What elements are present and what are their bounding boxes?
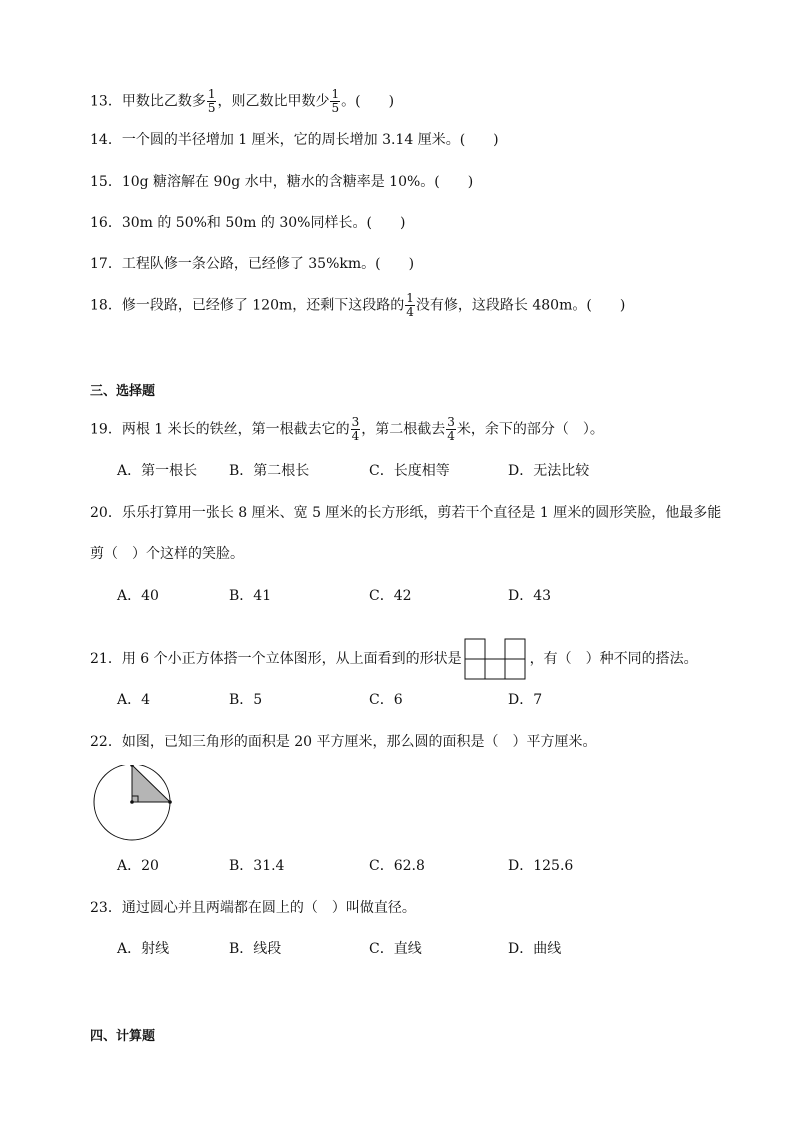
question-23: 23．通过圆心并且两端都在圆上的（ ）叫做直径。	[90, 900, 416, 916]
q13-text-post: 。( )	[341, 93, 395, 110]
q13-text-pre: 13．甲数比乙数多	[90, 93, 206, 110]
option-d[interactable]: D．43	[508, 588, 552, 604]
fraction: $\frac{1}{5}$	[207, 87, 216, 115]
option-a[interactable]: A．第一根长	[117, 463, 198, 479]
question-15: 15．10g 糖溶解在 90g 水中，糖水的含糖率是 10%。( )	[90, 174, 474, 190]
question-21	[90, 638, 698, 680]
q18-text-post: 没有修，这段路长 480m。( )	[415, 297, 626, 314]
fraction: $\frac{3}{4}$	[351, 415, 360, 443]
top-view-grid-figure	[464, 638, 528, 680]
circle-triangle-figure	[92, 765, 174, 845]
option-c[interactable]: C．6	[369, 692, 403, 708]
q13-text-mid: ，则乙数比甲数少	[217, 93, 330, 110]
option-d[interactable]: D．7	[508, 692, 543, 708]
question-14: 14．一个圆的半径增加 1 厘米，它的周长增加 3.14 厘米。( )	[90, 132, 499, 148]
option-b[interactable]: B．线段	[229, 941, 282, 957]
q18-text-pre: 18．修一段路，已经修了 120m，还剩下这段路的	[90, 297, 405, 314]
option-a[interactable]: A．20	[117, 858, 159, 874]
option-a[interactable]: A．4	[117, 692, 151, 708]
question-18	[90, 292, 625, 319]
option-b[interactable]: B．31.4	[229, 858, 285, 874]
option-c[interactable]: C．62.8	[369, 858, 425, 874]
q19-text-post: 米，余下的部分（ ）。	[456, 421, 604, 438]
option-b[interactable]: B．第二根长	[229, 463, 310, 479]
option-d[interactable]: D．125.6	[508, 858, 574, 874]
question-22: 22．如图，已知三角形的面积是 20 平方厘米，那么圆的面积是（ ）平方厘米。	[90, 734, 597, 750]
q21-text-pre: 21．用 6 个小正方体搭一个立体图形，从上面看到的形状是	[90, 651, 462, 667]
option-a[interactable]: A．射线	[117, 941, 170, 957]
question-13	[90, 88, 394, 115]
fraction: $\frac{1}{5}$	[331, 87, 340, 115]
question-20-line2: 剪（ ）个这样的笑脸。	[90, 546, 244, 562]
q19-text-mid: ，第二根截去	[361, 421, 446, 438]
fraction: $\frac{3}{4}$	[447, 415, 455, 443]
question-16: 16．30m 的 50%和 50m 的 30%同样长。( )	[90, 215, 406, 231]
option-b[interactable]: B．41	[229, 588, 272, 604]
option-c[interactable]: C．长度相等	[369, 463, 450, 479]
q21-text-post: ，有（ ）种不同的搭法。	[529, 651, 698, 667]
section-heading-3: 三、选择题	[90, 384, 156, 399]
fraction: $\frac{1}{4}$	[406, 291, 414, 319]
question-19	[90, 416, 604, 443]
section-heading-4: 四、计算题	[90, 1029, 156, 1044]
option-a[interactable]: A．40	[117, 588, 159, 604]
q19-text-pre: 19．两根 1 米长的铁丝，第一根截去它的	[90, 421, 350, 438]
option-c[interactable]: C．直线	[369, 941, 422, 957]
question-17: 17．工程队修一条公路，已经修了 35%km。( )	[90, 256, 415, 272]
question-20-line1: 20．乐乐打算用一张长 8 厘米、宽 5 厘米的长方形纸，剪若干个直径是 1 厘米的圆形笑脸，他最多能	[90, 505, 722, 521]
option-b[interactable]: B．5	[229, 692, 263, 708]
option-d[interactable]: D．曲线	[508, 941, 562, 957]
option-d[interactable]: D．无法比较	[508, 463, 590, 479]
option-c[interactable]: C．42	[369, 588, 412, 604]
